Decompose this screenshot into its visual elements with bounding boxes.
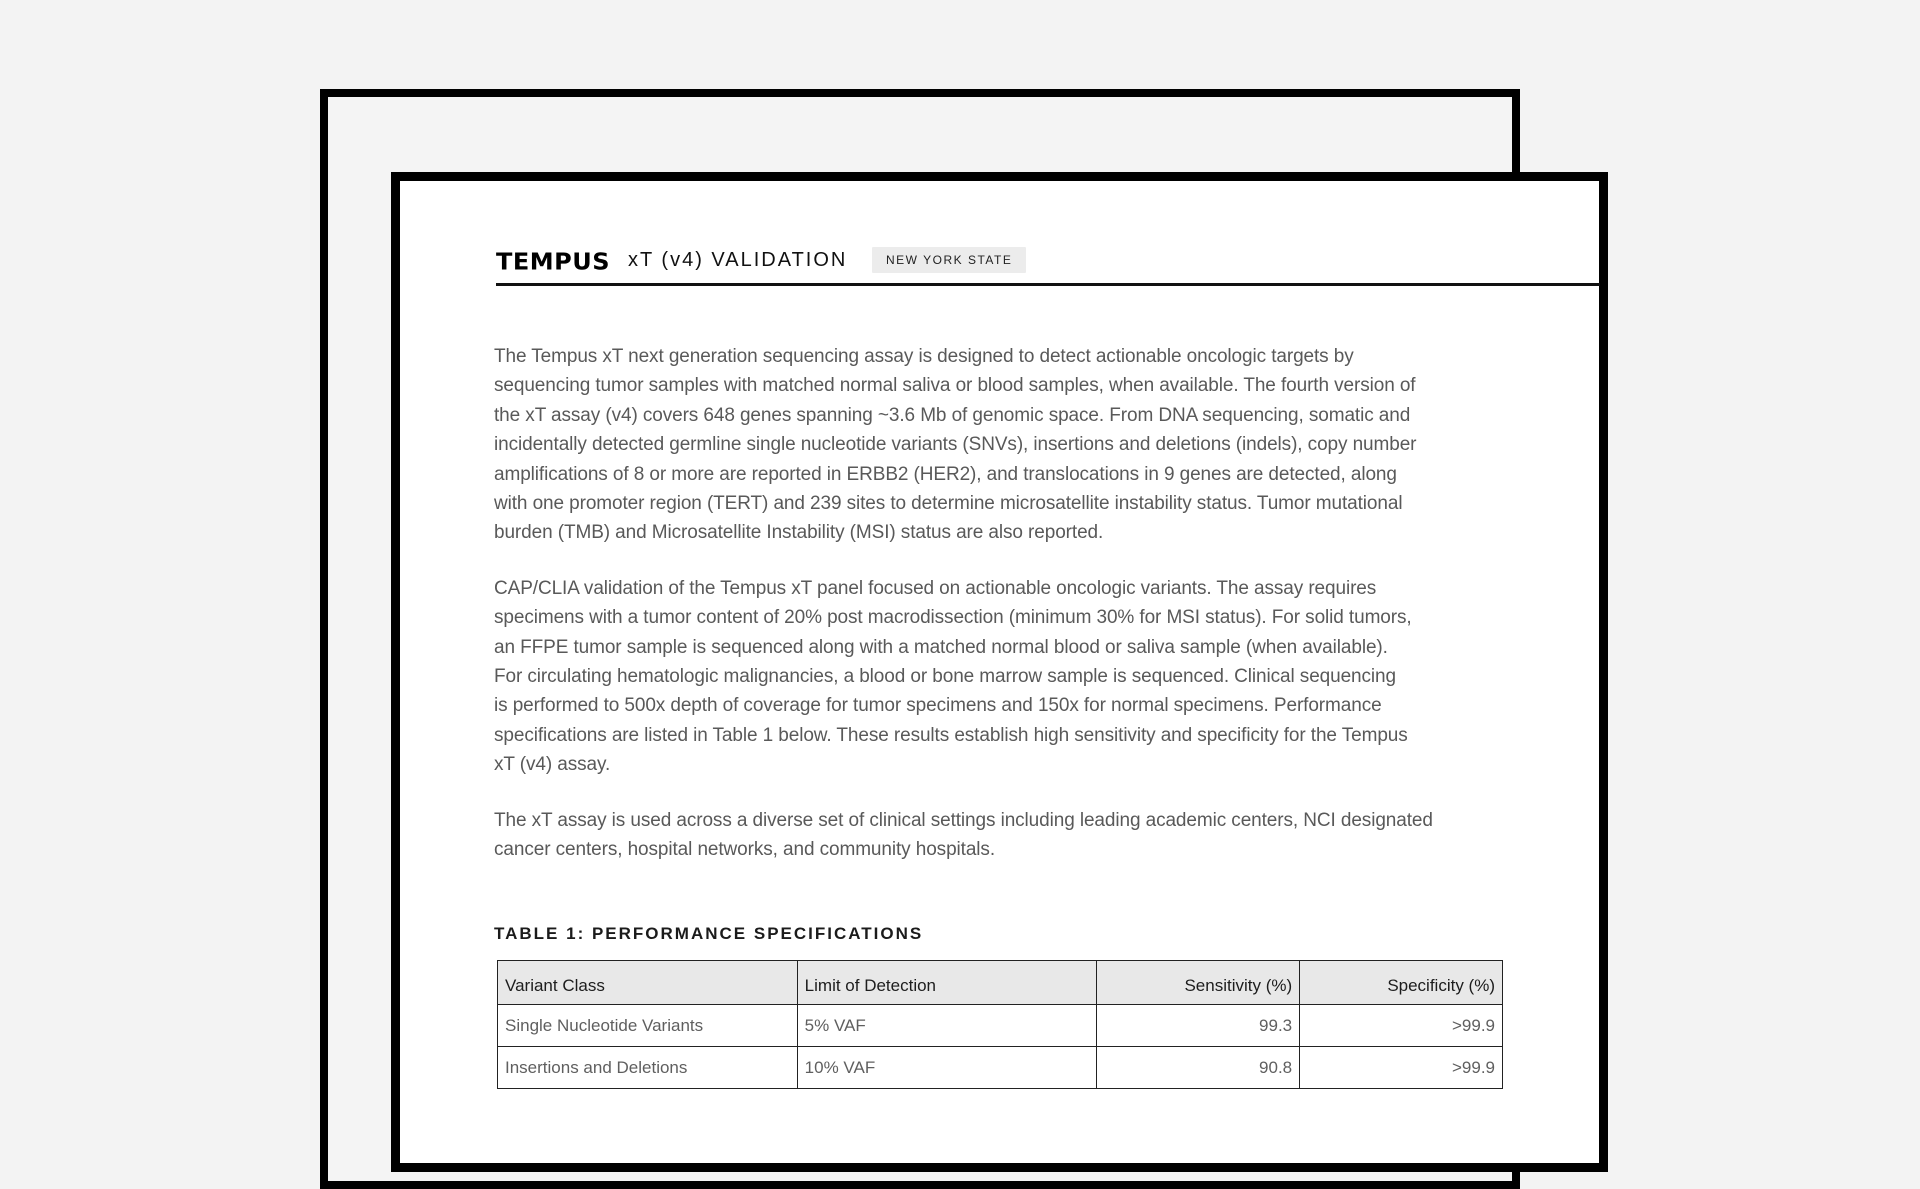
table-cell: 5% VAF <box>797 1005 1097 1047</box>
performance-table <box>497 960 1503 1089</box>
table-title: TABLE 1: PERFORMANCE SPECIFICATIONS <box>494 924 924 943</box>
table-row <box>498 1047 1503 1089</box>
table-header-row <box>498 961 1503 1005</box>
table-cell: Insertions and Deletions <box>498 1047 798 1089</box>
usage-paragraph: The xT assay is used across a diverse set of clinical settings including leading academic centers, NCI designated cancer centers, hospital networks, and community hospitals. <box>494 809 1433 861</box>
tempus-logo: TEMPUS <box>496 248 611 276</box>
intro-paragraph: The Tempus xT next generation sequencing assay is designed to detect actionable oncologic targets by sequencing tumor samples with matched normal saliva or blood samples, when available. The fourth version of the xT assay (v4) covers 648 genes spanning ~3.6 Mb of genomic space. From DNA sequencing, somatic and incidentally detected germline single nucleotide variants (SNVs), insertions and deletions (indels), copy number amplifications of 8 or more are reported in ERBB2 (HER2), and translocations in 9 genes are detected, along with one promoter region (TERT) and 239 sites to determine microsatellite instability status. Tumor mutational burden (TMB) and Microsatellite Instability (MSI) status are also reported. <box>494 346 1417 544</box>
table-header-limit-of-detection: Limit of Detection <box>797 961 1097 1005</box>
table-cell: Single Nucleotide Variants <box>498 1005 798 1047</box>
state-badge: NEW YORK STATE <box>872 247 1026 273</box>
table-cell: >99.9 <box>1300 1047 1503 1089</box>
table-header-variant-class: Variant Class <box>498 961 798 1005</box>
document-title: xT (v4) VALIDATION <box>628 249 848 271</box>
document-body <box>494 342 1480 891</box>
table-row <box>498 1005 1503 1047</box>
table-header-sensitivity: Sensitivity (%) <box>1097 961 1300 1005</box>
table-header-specificity: Specificity (%) <box>1300 961 1503 1005</box>
document-header <box>496 244 1600 286</box>
table-cell: 90.8 <box>1097 1047 1300 1089</box>
table-cell: 10% VAF <box>797 1047 1097 1089</box>
table-cell: >99.9 <box>1300 1005 1503 1047</box>
validation-paragraph: CAP/CLIA validation of the Tempus xT panel focused on actionable oncologic variants. The assay requires specimens with a tumor content of 20% post macrodissection (minimum 30% for MSI status). For solid tumors, an FFPE tumor sample is sequenced along with a matched normal blood or saliva sample (when available). For circulating hematologic malignancies, a blood or bone marrow sample is sequenced. Clinical sequencing is performed to 500x depth of coverage for tumor specimens and 150x for normal specimens. Performance specifications are listed in Table 1 below. These results establish high sensitivity and specificity for the Tempus xT (v4) assay. <box>494 577 1412 776</box>
table-cell: 99.3 <box>1097 1005 1300 1047</box>
